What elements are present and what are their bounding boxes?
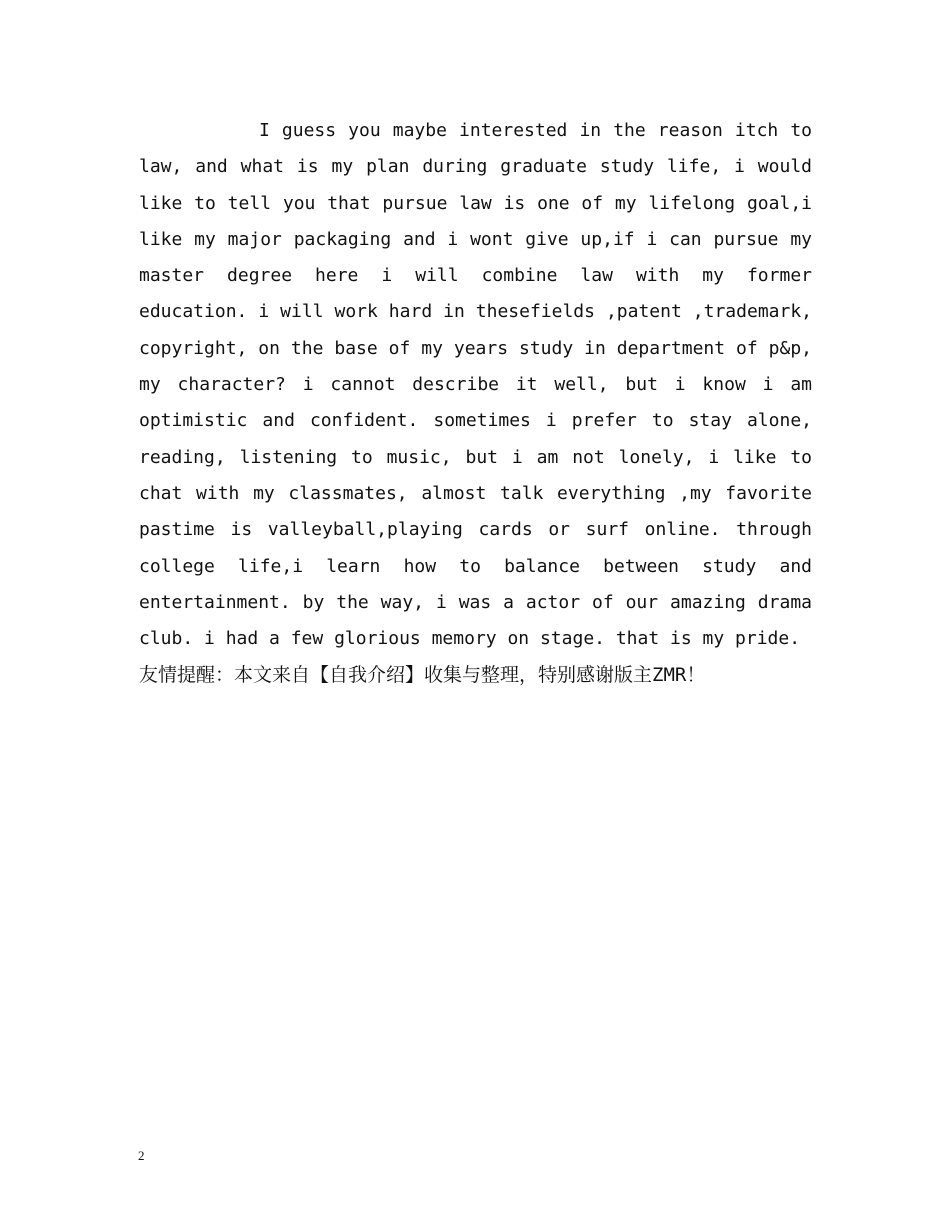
- body-paragraph: I guess you maybe interested in the reason itch to law, and what is my plan during graduate study life, i would like to tell you that pursue law is one of my lifelong goal,i like my major packaging and i wont give up,if i can pursue my master degree here i will combine law with my former education. i will work hard in thesefields ,patent ,trademark, copyright, on the base of my years study in department of p&p, my character? i cannot describe it well, but i know i am optimistic and confident. sometimes i prefer to stay alone, reading, listening to music, but i am not lonely, i like to chat with my classmates, almost talk everything ,my favorite pastime is valleyball,playing cards or surf online. through college life,i learn how to balance between study and entertainment. by the way, i was a actor of our amazing drama club. i had a few glorious memory on stage. that is my pride.: [139, 120, 812, 650]
- source-note: 友情提醒：本文来自【自我介绍】收集与整理，特别感谢版主ZMR！: [139, 664, 706, 686]
- page-number: 2: [138, 1148, 145, 1163]
